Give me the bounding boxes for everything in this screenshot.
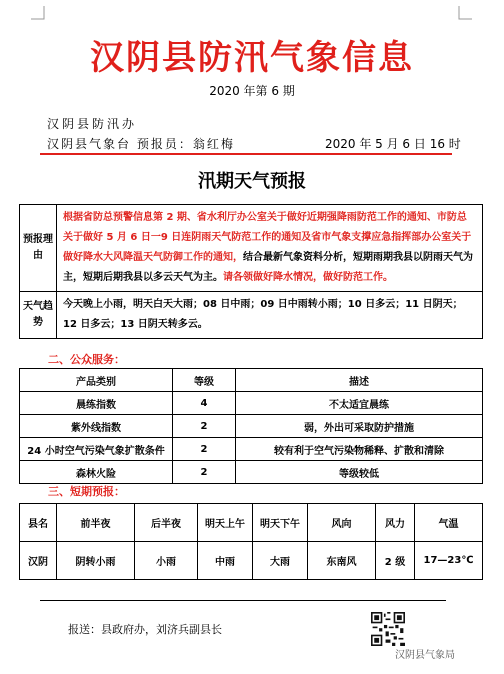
cell: 4 — [173, 392, 236, 415]
section3-heading: 三、短期预报： — [48, 485, 125, 498]
col-level: 等级 — [173, 369, 236, 392]
cell: 较有利于空气污染物稀释、扩散和清除 — [236, 438, 483, 461]
table-row — [20, 392, 483, 415]
cell: 2 级 — [376, 542, 415, 580]
cell: 阴转小雨 — [57, 542, 135, 580]
trend-text: 今天晚上小雨，明天白天大雨；08 日中雨；09 日中雨转小雨；10 日多云；11 日阴天；12 日多云；13 日阴天转多云。 — [57, 292, 483, 339]
cell: 小雨 — [135, 542, 198, 580]
section2-heading: 二、公众服务： — [48, 353, 125, 366]
basis-text-black: 结合最新气象资料分析，短期雨期我县以阴雨天气为主，短期后期我县以多云天气为主。 — [63, 252, 473, 283]
public-service-table — [19, 368, 483, 484]
cell: 24 小时空气污染气象扩散条件 — [20, 438, 173, 461]
col-product: 产品类别 — [20, 369, 173, 392]
issue-time: 2020 年 5 月 6 日 16 时 — [325, 137, 461, 151]
basis-label: 预报理由 — [20, 205, 57, 292]
table-header-row — [20, 369, 483, 392]
forecaster-line: 汉阴县气象台 预报员：翁红梅 — [47, 137, 235, 151]
cell: 2 — [173, 415, 236, 438]
basis-text-red-2: 请各领做好降水情况，做好防范工作。 — [223, 272, 393, 283]
table-header-row — [20, 504, 483, 542]
watermark-text: 汉阴县气象局 — [395, 650, 455, 661]
table-row — [20, 415, 483, 438]
cell: 等级较低 — [236, 461, 483, 484]
corner-mark-top-left — [31, 6, 45, 20]
cell: 弱，外出可采取防护措施 — [236, 415, 483, 438]
cell: 晨练指数 — [20, 392, 173, 415]
cell: 不太适宜晨练 — [236, 392, 483, 415]
trend-label: 天气趋势 — [20, 292, 57, 339]
cell: 2 — [173, 438, 236, 461]
document-title: 汉阴县防汛气象信息 — [90, 38, 414, 78]
footer-divider — [40, 600, 446, 601]
corner-mark-top-right — [458, 6, 472, 20]
col-wind-force: 风力 — [376, 504, 415, 542]
basis-row — [20, 205, 483, 292]
col-first-half-night: 前半夜 — [57, 504, 135, 542]
forecast-subtitle: 汛期天气预报 — [198, 171, 306, 192]
cell: 东南风 — [308, 542, 376, 580]
col-second-half-night: 后半夜 — [135, 504, 198, 542]
cell: 森林火险 — [20, 461, 173, 484]
cell: 大雨 — [253, 542, 308, 580]
cc-recipients: 报送：县政府办，刘济兵副县长 — [68, 623, 222, 636]
trend-row — [20, 292, 483, 339]
red-divider — [40, 153, 452, 155]
org-line: 汉阴县防汛办 — [47, 117, 138, 131]
col-tomorrow-morning: 明天上午 — [198, 504, 253, 542]
basis-text-red: 根据省防总预警信息第 2 期、省水利厅办公室关于做好近期强降雨防范工作的通知、市防总关于做好 5 月 6 日一9 日连阴雨天气防范工作的通知及省市气象支撑应急指挥部办公室关于做好降水大风降温天气防御工作的通知， — [63, 212, 472, 263]
issue-number: 2020 年第 6 期 — [209, 84, 295, 98]
col-tomorrow-afternoon: 明天下午 — [253, 504, 308, 542]
cell: 17—23℃ — [415, 542, 483, 580]
cell: 紫外线指数 — [20, 415, 173, 438]
short-forecast-table — [19, 503, 483, 580]
table-row — [20, 542, 483, 580]
table-row — [20, 438, 483, 461]
cell: 2 — [173, 461, 236, 484]
col-wind-direction: 风向 — [308, 504, 376, 542]
basis-text — [57, 205, 483, 292]
forecast-table — [19, 204, 483, 339]
col-county: 县名 — [20, 504, 57, 542]
col-temperature: 气温 — [415, 504, 483, 542]
col-description: 描述 — [236, 369, 483, 392]
cell: 汉阴 — [20, 542, 57, 580]
qr-code-icon — [371, 612, 405, 646]
table-row — [20, 461, 483, 484]
cell: 中雨 — [198, 542, 253, 580]
